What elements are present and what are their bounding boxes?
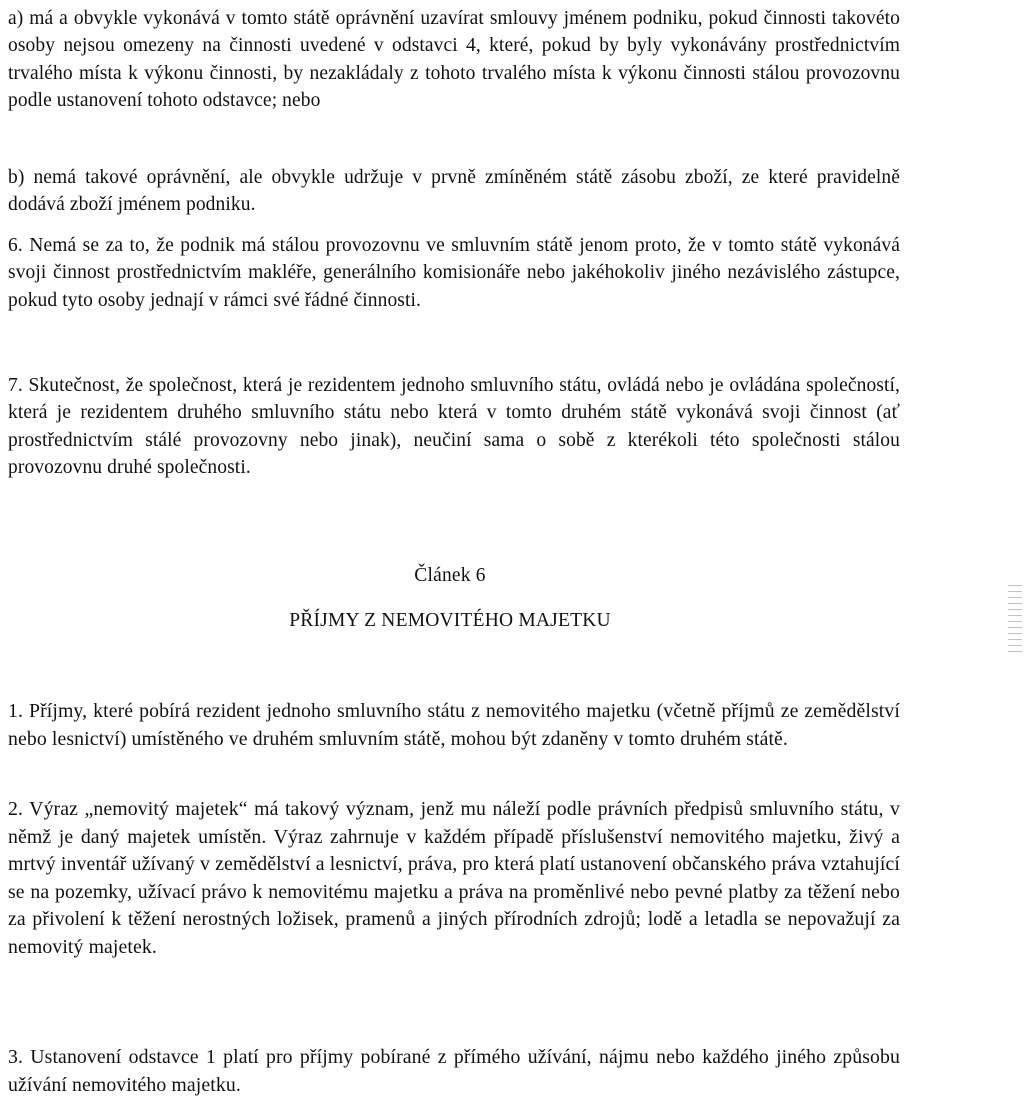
paragraph-6: 6. Nemá se za to, že podnik má stálou provozovnu ve smluvním státě jenom proto, že v tomto státě vykonává svoji činnost prostřednictvím makléře, generálního komisionáře nebo jakéhokoliv jiného nezávislého zástupce, pokud tyto osoby jednají v rámci své řádné činnosti.: [8, 235, 900, 311]
paragraph-5a: a) má a obvykle vykonává v tomto státě oprávnění uzavírat smlouvy jménem podniku, pokud činnosti takovéto osoby nejsou omezeny na činnosti uvedené v odstavci 4, které, pokud by byly vykonávány prostřednictvím trvalého místa k výkonu činnosti, by nezakládaly z tohoto trvalého místa k výkonu činnosti stálou provozovnu podle ustanovení tohoto odstavce; nebo: [8, 8, 900, 112]
article-6-paragraph-1: 1. Příjmy, které pobírá rezident jednoho smluvního státu z nemovitého majetku (včetně příjmů ze zemědělství nebo lesnictví) umístěného ve druhém smluvním státě, mohou být zdaněny v tomto druhém státě.: [8, 700, 900, 750]
article-6-paragraph-3: 3. Ustanovení odstavce 1 platí pro příjmy pobírané z přímého užívání, nájmu nebo každého jiného způsobu užívání nemovitého majetku.: [8, 1046, 900, 1096]
scan-edge-mark: [1008, 585, 1022, 655]
paragraph-7: 7. Skutečnost, že společnost, která je rezidentem jednoho smluvního státu, ovládá nebo je ovládána společností, která je rezidentem druhého smluvního státu nebo která v tomto druhém státě vykonává svoji činnost (ať prostřednictvím stálé provozovny nebo jinak), neučiní sama o sobě z kterékoli této společnosti stálou provozovnu druhé společnosti.: [8, 375, 900, 479]
article-number: Článek 6: [414, 565, 486, 586]
article-6-paragraph-2: 2. Výraz „nemovitý majetek“ má takový význam, jenž mu náleží podle právních předpisů smluvního státu, v němž je daný majetek umístěn. Výraz zahrnuje v každém případě příslušenství nemovitého majetku, živý a mrtvý inventář užívaný v zemědělství a lesnictví, práva, pro která platí ustanovení občanského práva vztahující se na pozemky, užívací právo k nemovitému majetku a práva na proměnlivé nebo pevné platby za těžení nebo za přivolení k těžení nerostných ložisek, pramenů a jiných přírodních zdrojů; lodě a letadla se nepovažují za nemovitý majetek.: [8, 798, 900, 958]
article-title: PŘÍJMY Z NEMOVITÉHO MAJETKU: [289, 610, 611, 631]
paragraph-5b: b) nemá takové oprávnění, ale obvykle udržuje v prvně zmíněném státě zásobu zboží, ze které pravidelně dodává zboží jménem podniku.: [8, 167, 900, 216]
